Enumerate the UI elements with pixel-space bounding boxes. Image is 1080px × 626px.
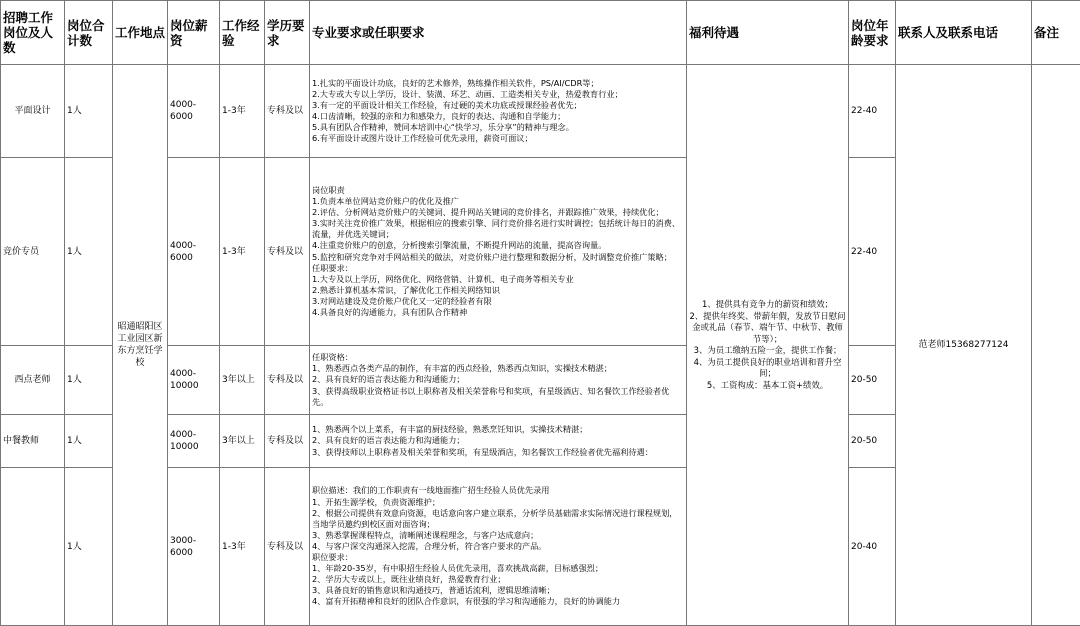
education-cell: 专科及以	[265, 158, 310, 346]
requirement-line: 职位要求：	[312, 552, 353, 563]
requirement-line: 任职要求：	[312, 262, 353, 273]
requirement-line: 3、熟悉掌握课程特点，清晰阐述课程理念，与客户达成意向；	[312, 529, 539, 540]
location-cell: 昭通昭阳区工业园区新东方烹饪学校	[113, 65, 168, 626]
requirement-line: 2、具有良好的语言表达能力和沟通能力；	[312, 435, 465, 446]
requirement-line: 5.监控和研究竞争对手网站相关的做法，对竞价账户进行整理和数据分析，及时调整竞价推广策略；	[312, 251, 672, 262]
benefit-line: 5、工资构成：基本工资+绩效。	[706, 379, 829, 390]
requirements-cell	[310, 65, 687, 158]
header-contact: 联系人及联系电话	[896, 1, 1032, 65]
requirement-line: 2.评估、分析网站竞价账户的关键词、提升网站关键词的竞价排名，并跟踪推广效果，持续优化；	[312, 207, 664, 218]
education-cell: 专科及以	[265, 468, 310, 626]
education-cell: 专科及以	[265, 346, 310, 415]
salary-cell: 4000-6000	[168, 65, 220, 158]
age-cell: 20-40	[849, 468, 896, 626]
header-headcount: 岗位合计数	[65, 1, 113, 65]
experience-cell: 1-3年	[220, 65, 265, 158]
requirement-line: 1、熟悉两个以上菜系，有丰富的厨技经验，熟悉烹饪知识，实操技术精湛；	[312, 424, 588, 435]
requirement-line: 1.扎实的平面设计功底，良好的艺术修养，熟练操作相关软件，PS/AI/CDR等；	[312, 77, 599, 88]
requirement-line: 2、具有良好的语言表达能力和沟通能力；	[312, 374, 465, 385]
requirement-line: 任职资格：	[312, 352, 353, 363]
experience-cell: 3年以上	[220, 346, 265, 415]
headcount-cell: 1人	[65, 346, 113, 415]
requirements-cell	[310, 158, 687, 346]
salary-cell: 4000-10000	[168, 415, 220, 468]
position-cell: 西点老师	[1, 346, 65, 415]
requirement-line: 4.口齿清晰，较强的亲和力和感染力，良好的表达、沟通和自学能力；	[312, 111, 566, 121]
position-cell: 平面设计	[1, 65, 65, 158]
requirement-line: 4、与客户深交沟通深入挖需，合理分析，符合客户要求的产品。	[312, 540, 547, 551]
salary-cell: 4000-10000	[168, 346, 220, 415]
header-row	[1, 1, 1080, 65]
age-cell: 20-50	[849, 415, 896, 468]
header-salary: 岗位薪资	[168, 1, 220, 65]
header-position: 招聘工作岗位及人数	[1, 1, 65, 65]
position-cell: 竞价专员	[1, 158, 65, 346]
requirement-line: 1.负责本单位网站竞价账户的优化及推广	[312, 196, 459, 207]
requirement-line: 5.具有团队合作精神，赞同本培训中心“快学习，乐分享”的精神与理念。	[312, 122, 574, 133]
requirement-line: 2、根据公司提供有效意向资源，电话意向客户建立联系，分析学员基础需求实际情况进行课程规划，当地学员邀约到校区面对面咨询；	[312, 507, 678, 529]
header-requirements: 专业要求或任职要求	[310, 1, 687, 65]
header-experience: 工作经验	[220, 1, 265, 65]
age-cell: 20-50	[849, 346, 896, 415]
header-age: 岗位年龄要求	[849, 1, 896, 65]
benefits-cell	[687, 65, 849, 626]
requirement-line: 2.熟悉计算机基本常识，了解优化工作相关网络知识	[312, 284, 500, 295]
requirements-cell	[310, 346, 687, 415]
requirement-line: 3、具备良好的销售意识和沟通技巧，普通话流利，逻辑思维清晰；	[312, 585, 555, 596]
headcount-cell: 1人	[65, 415, 113, 468]
requirement-line: 1、年龄20-35岁，有中职招生经验人员优先录用，喜欢挑战高薪，目标感强烈；	[312, 563, 604, 574]
requirement-line: 2、学历大专或以上，既往业绩良好，热爱教育行业；	[312, 574, 506, 585]
age-cell: 22-40	[849, 65, 896, 158]
requirement-line: 4.具备良好的沟通能力，具有团队合作精神	[312, 306, 468, 317]
requirement-line: 3、获得高级职业资格证书以上职称者及相关荣誉称号和奖项，有星级酒店、知名餐饮工作经验者优先。	[312, 385, 670, 407]
requirement-line: 4.注重竞价账户的创意，分析搜索引擎流量，不断提升网站的流量，提高咨询量。	[312, 240, 607, 251]
requirement-line: 3、获得技师以上职称者及相关荣誉和奖项，有星级酒店，知名餐饮工作经验者优先福利待遇：	[312, 446, 653, 457]
header-education: 学历要求	[265, 1, 310, 65]
experience-cell: 3年以上	[220, 415, 265, 468]
requirement-line: 2.大专或大专以上学历，设计、装潢、环艺、动画、工造类相关专业，热爱教育行业；	[312, 88, 623, 99]
requirement-line: 6.有平面设计或图片设计工作经验可优先录用，薪资可面议；	[312, 133, 533, 144]
contact-cell: 范老师15368277124	[896, 65, 1032, 626]
requirement-line: 岗位职责	[312, 184, 345, 195]
benefit-line: 1、提供具有竞争力的薪资和绩效；	[702, 299, 833, 309]
headcount-cell: 1人	[65, 468, 113, 626]
experience-cell: 1-3年	[220, 468, 265, 626]
requirement-line: 3.实时关注竞价推广效果，根据相应的搜索引擎、同行竞价排名进行实时调控；包括统计每日的消费、流量，并优选关键词；	[312, 218, 681, 240]
requirements-cell	[310, 415, 687, 468]
education-cell: 专科及以	[265, 415, 310, 468]
requirement-line: 职位描述：我们的工作职责有一线地面推广招生经验人员优先录用	[312, 485, 550, 496]
header-location: 工作地点	[113, 1, 168, 65]
salary-cell: 3000-6000	[168, 468, 220, 626]
header-notes: 备注	[1032, 1, 1080, 65]
education-cell: 专科及以	[265, 65, 310, 158]
salary-cell: 4000-6000	[168, 158, 220, 346]
headcount-cell: 1人	[65, 158, 113, 346]
header-benefits: 福利待遇	[687, 1, 849, 65]
benefit-line: 2、提供年终奖、带薪年假，发放节日慰问金或礼品（春节、端午节、中秋节、教师节等）；	[689, 310, 846, 344]
table-row	[1, 65, 1080, 158]
requirement-line: 3.对网站建设及竞价账户优化又一定的经验者有限	[312, 295, 492, 306]
position-cell: 中餐教师	[1, 415, 65, 468]
benefit-line: 4、为员工提供良好的职业培训和晋升空间；	[693, 356, 842, 378]
requirement-line: 1.大专及以上学历，网络优化、网络营销、计算机、电子商务等相关专业	[312, 273, 574, 284]
notes-cell	[1032, 65, 1080, 626]
headcount-cell: 1人	[65, 65, 113, 158]
requirement-line: 1、熟悉西点各类产品的制作，有丰富的西点经验，熟悉西点知识，实操技术精湛；	[312, 363, 612, 374]
age-cell: 22-40	[849, 158, 896, 346]
experience-cell: 1-3年	[220, 158, 265, 346]
benefit-line: 3、为员工缴纳五险一金，提供工作餐；	[693, 345, 842, 355]
requirement-line: 4、富有开拓精神和良好的团队合作意识，有很强的学习和沟通能力，良好的协调能力	[312, 596, 621, 607]
requirements-cell	[310, 468, 687, 626]
requirement-line: 1、开拓生源学校，负责资源维护；	[312, 496, 441, 507]
position-cell	[1, 468, 65, 626]
requirement-line: 3.有一定的平面设计相关工作经验，有过硬的美术功底或授课经验者优先；	[312, 99, 582, 110]
